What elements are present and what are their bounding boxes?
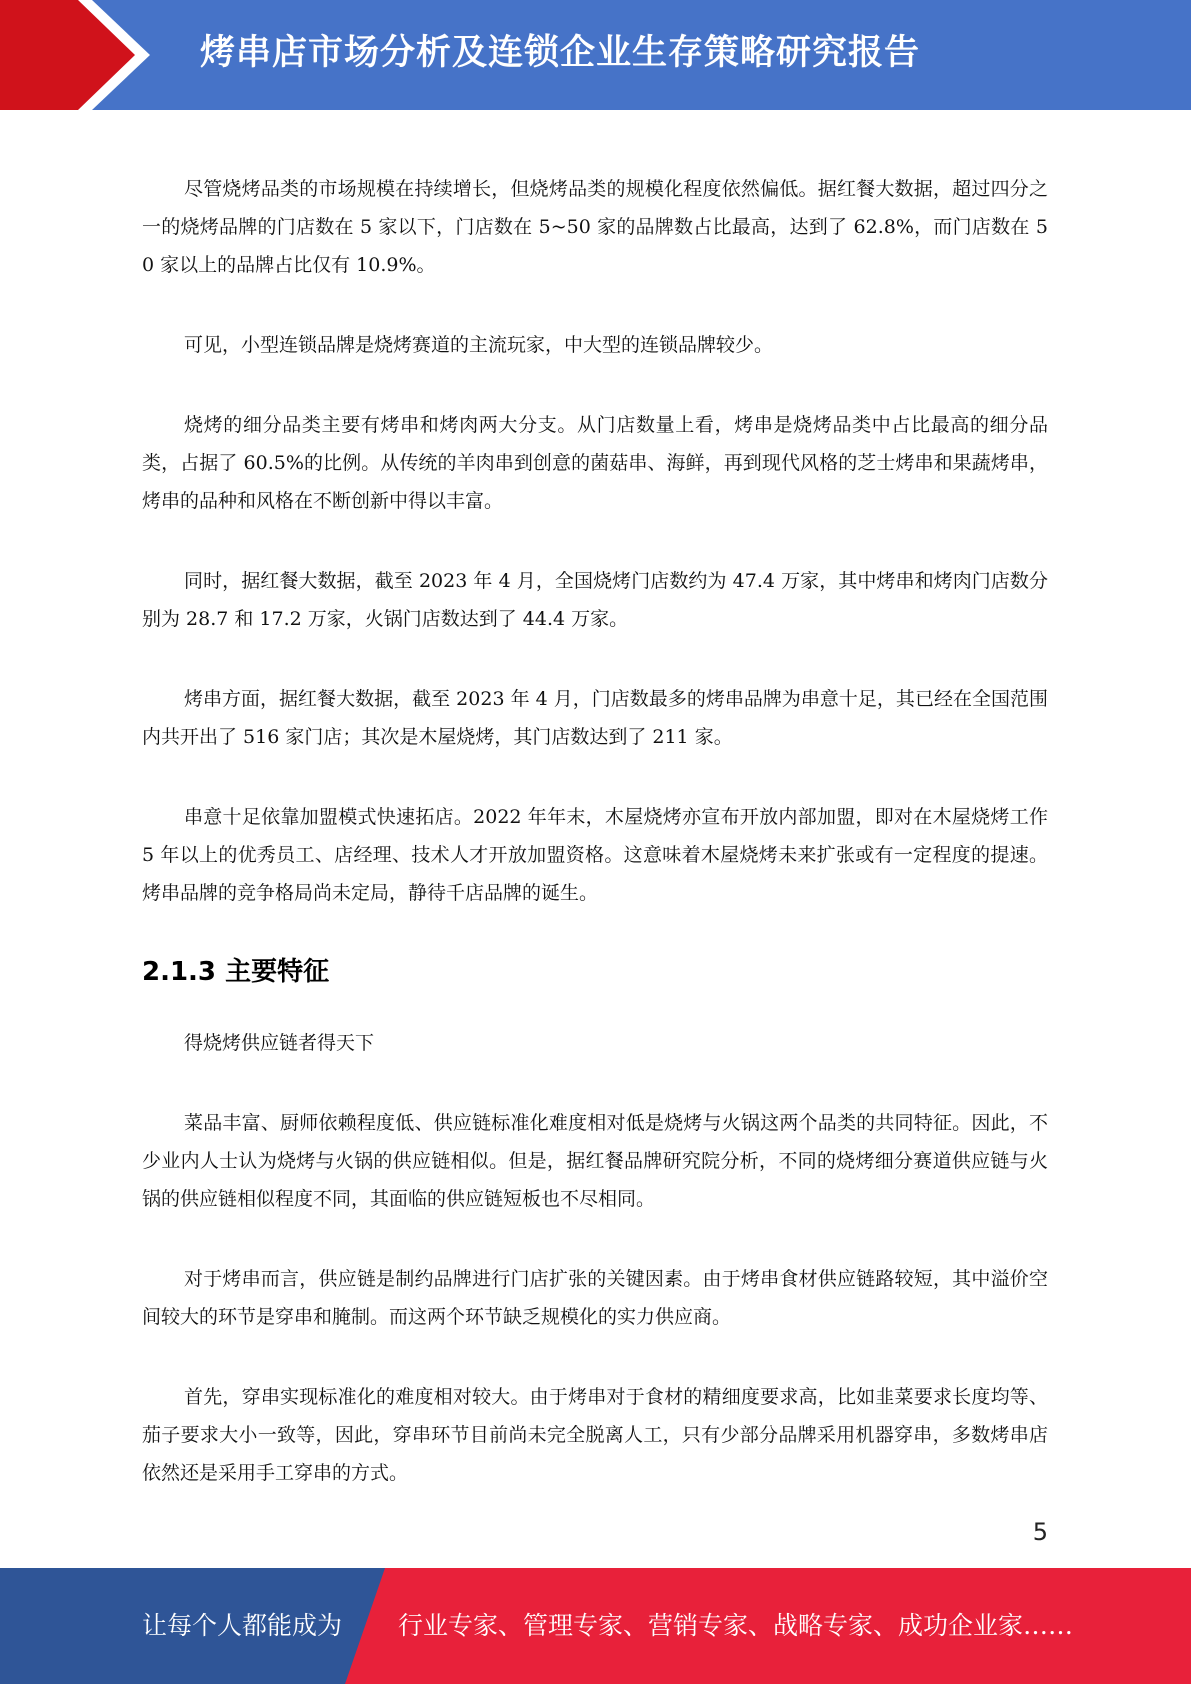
paragraph: 同时，据红餐大数据，截至 2023 年 4 月，全国烧烤门店数约为 47.4 万家，其中烤串和烤肉门店数分别为 28.7 和 17.2 万家，火锅门店数达到了 44.4 万家。 (142, 570, 1048, 630)
paragraph: 菜品丰富、厨师依赖程度低、供应链标准化难度相对低是烧烤与火锅这两个品类的共同特征。因此，不少业内人士认为烧烤与火锅的供应链相似。但是，据红餐品牌研究院分析，不同的烧烤细分赛道供应链与火锅的供应链相似程度不同，其面临的供应链短板也不尽相同。 (142, 1112, 1048, 1210)
section-heading: 2.1.3 主要特征 (142, 957, 330, 987)
paragraph: 对于烤串而言，供应链是制约品牌进行门店扩张的关键因素。由于烤串食材供应链路较短，其中溢价空间较大的环节是穿串和腌制。而这两个环节缺乏规模化的实力供应商。 (142, 1268, 1048, 1328)
page-footer (0, 1568, 1191, 1684)
header-arrow-decoration (0, 0, 160, 110)
paragraph: 尽管烧烤品类的市场规模在持续增长，但烧烤品类的规模化程度依然偏低。据红餐大数据，超过四分之一的烧烤品牌的门店数在 5 家以下，门店数在 5~50 家的品牌数占比最高，达到了 62.8%，而门店数在 50 家以上的品牌占比仅有 10.9%。 (142, 178, 1048, 276)
page-header (0, 0, 1191, 110)
paragraph: 可见，小型连锁品牌是烧烤赛道的主流玩家，中大型的连锁品牌较少。 (184, 334, 774, 356)
paragraph: 烧烤的细分品类主要有烤串和烤肉两大分支。从门店数量上看，烤串是烧烤品类中占比最高的细分品类，占据了 60.5%的比例。从传统的羊肉串到创意的菌菇串、海鲜，再到现代风格的芝士烤串和果蔬烤串，烤串的品种和风格在不断创新中得以丰富。 (142, 414, 1048, 512)
page-number: 5 (1032, 1518, 1048, 1546)
footer-slogan-lead: 让每个人都能成为 (142, 1611, 343, 1640)
footer-slogan-roles: 行业专家、管理专家、营销专家、战略专家、成功企业家…… (398, 1611, 1074, 1640)
header-arrow-red-chevron (0, 0, 135, 110)
paragraph: 首先，穿串实现标准化的难度相对较大。由于烤串对于食材的精细度要求高，比如韭菜要求长度均等、茄子要求大小一致等，因此，穿串环节目前尚未完全脱离人工，只有少部分品牌采用机器穿串，多数烤串店依然还是采用手工穿串的方式。 (142, 1386, 1048, 1484)
paragraph: 得烧烤供应链者得天下 (184, 1032, 375, 1054)
paragraph: 串意十足依靠加盟模式快速拓店。2022 年年末，木屋烧烤亦宣布开放内部加盟，即对在木屋烧烤工作 5 年以上的优秀员工、店经理、技术人才开放加盟资格。这意味着木屋烧烤未来扩张或有一定程度的提速。烤串品牌的竞争格局尚未定局，静待千店品牌的诞生。 (142, 806, 1048, 904)
report-title: 烤串店市场分析及连锁企业生存策略研究报告 (200, 33, 921, 73)
document-body (142, 170, 1048, 1534)
paragraph: 烤串方面，据红餐大数据，截至 2023 年 4 月，门店数最多的烤串品牌为串意十足，其已经在全国范围内共开出了 516 家门店；其次是木屋烧烤，其门店数达到了 211 家。 (142, 688, 1048, 748)
